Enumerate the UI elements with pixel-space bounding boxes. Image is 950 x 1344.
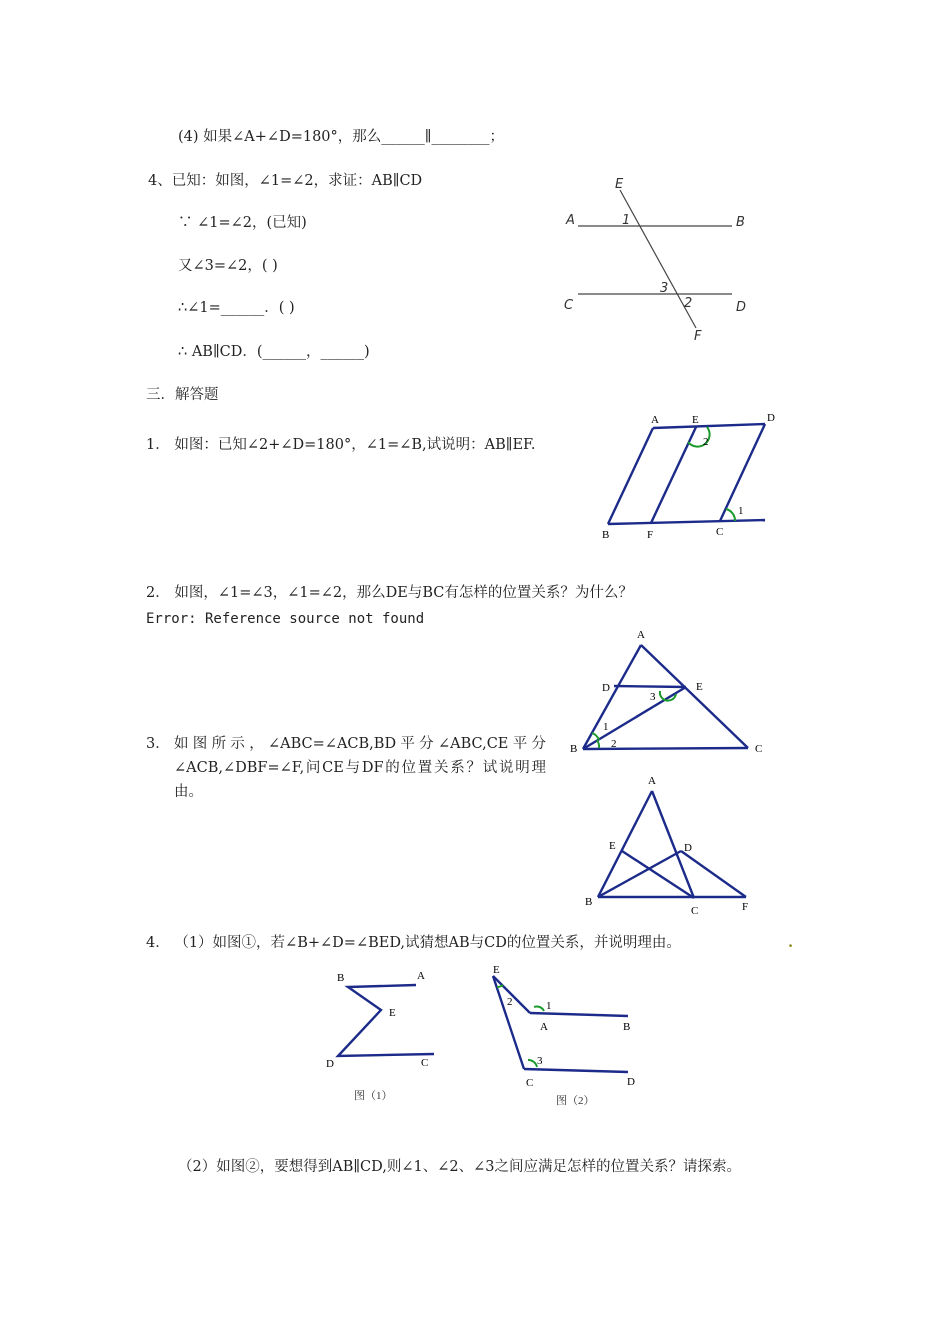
angle-3: 3 — [537, 1055, 543, 1067]
angle-1-arc — [534, 1006, 544, 1011]
label-a: A — [648, 775, 656, 787]
angle-1: 1 — [738, 505, 744, 517]
angle-1: 1 — [546, 1000, 552, 1012]
caption-figure-1: 图（1） — [354, 1090, 393, 1102]
label-e: E — [609, 840, 616, 852]
label-c: C — [716, 526, 724, 538]
label-f: F — [647, 529, 654, 541]
angle-2-arc — [597, 740, 599, 748]
label-b: B — [602, 529, 610, 541]
label-a: A — [637, 629, 645, 641]
label-d: D — [627, 1076, 635, 1088]
segment-cd — [524, 1069, 628, 1072]
label-f: F — [742, 901, 749, 913]
angle-3: 3 — [650, 691, 656, 703]
segment-ab — [583, 645, 641, 749]
label-c: C — [526, 1077, 534, 1089]
label-d: D — [326, 1058, 334, 1070]
angle-1-arc — [726, 509, 735, 521]
label-e: E — [692, 414, 699, 426]
q4-line-1: ∵ ∠1=∠2，(已知) — [178, 215, 307, 231]
figure-parallelogram — [595, 405, 785, 545]
segment-de — [614, 686, 686, 687]
section-title: 三．解答题 — [146, 387, 219, 403]
caption-figure-2: 图（2） — [556, 1095, 595, 1107]
label-a: A — [651, 414, 659, 426]
problem-2: 2． 如图，∠1=∠3，∠1=∠2，那么DE与BC有怎样的位置关系？为什么？ — [146, 585, 633, 601]
figure-triangle-bisectors — [580, 770, 765, 920]
angle-1: 1 — [603, 721, 609, 733]
segment-ef — [651, 427, 696, 523]
stray-dot: . — [788, 934, 794, 951]
segment-ad — [653, 424, 765, 428]
segment-bc — [608, 520, 765, 524]
figure-parallel-transversal — [560, 170, 760, 350]
problem-1: 1． 如图：已知∠2+∠D=180°，∠1=∠B,试说明：AB∥EF. — [146, 437, 536, 453]
error-reference: Error: Reference source not found — [146, 611, 425, 627]
angle-3-arc — [528, 1060, 537, 1067]
q4-title: 4、已知：如图，∠1=∠2，求证：AB∥CD — [148, 173, 423, 189]
q3-item-4: (4) 如果∠A+∠D=180°，那么______∥________； — [178, 129, 504, 145]
segment-ab — [530, 1013, 628, 1016]
segment-ac — [641, 645, 748, 748]
label-e: E — [493, 964, 500, 976]
label-b: B — [570, 743, 578, 755]
label-e: E — [389, 1007, 396, 1019]
segment-bc — [583, 748, 748, 749]
label-d: D — [767, 412, 775, 424]
q4-line-2: 又∠3=∠2，( ) — [178, 258, 278, 274]
problem-3-number: 3． — [146, 736, 170, 752]
problem-4-part-2: （2）如图②，要想得到AB∥CD,则∠1、∠2、∠3之间应满足怎样的位置关系？请探索。 — [178, 1159, 741, 1175]
angle-2: 2 — [684, 296, 693, 311]
figure-triangle-de — [565, 625, 775, 760]
label-e: E — [615, 177, 624, 192]
angle-2-arc — [497, 985, 503, 987]
label-c: C — [691, 905, 699, 917]
label-e: E — [696, 681, 703, 693]
q4-line-4: ∴ AB∥CD．(______，______) — [178, 344, 370, 360]
angle-3: 3 — [660, 281, 669, 296]
segment-ce — [622, 851, 694, 898]
label-b: B — [736, 215, 745, 230]
problem-4-part-1: 4． （1）如图①，若∠B+∠D=∠BED,试猜想AB与CD的位置关系，并说明理由。 — [146, 935, 681, 951]
label-b: B — [623, 1021, 631, 1033]
angle-2: 2 — [611, 738, 617, 750]
label-a: A — [540, 1021, 548, 1033]
label-d: D — [602, 682, 610, 694]
label-d: D — [736, 300, 747, 315]
figure-4-1 — [320, 965, 450, 1105]
problem-3: 如图所示，∠ABC=∠ACB,BD平分∠ABC,CE平分∠ACB,∠DBF=∠F,问CE与DF的位置关系？试说明理由。 — [174, 736, 546, 800]
label-a: A — [417, 970, 425, 982]
label-c: C — [564, 298, 574, 313]
segment-ab — [608, 428, 653, 524]
label-b: B — [337, 972, 345, 984]
figure-4-2 — [482, 960, 652, 1095]
label-f: F — [694, 329, 702, 344]
angle-2: 2 — [703, 436, 709, 448]
label-c: C — [755, 743, 763, 755]
label-b: B — [585, 896, 593, 908]
angle-1: 1 — [622, 213, 631, 228]
angle-1-arc — [592, 733, 599, 740]
q4-line-3: ∴∠1=______．( ) — [178, 300, 295, 316]
label-c: C — [421, 1057, 429, 1069]
zigzag-path — [338, 985, 434, 1056]
label-a: A — [566, 213, 575, 228]
label-d: D — [684, 842, 692, 854]
angle-2: 2 — [507, 996, 513, 1008]
